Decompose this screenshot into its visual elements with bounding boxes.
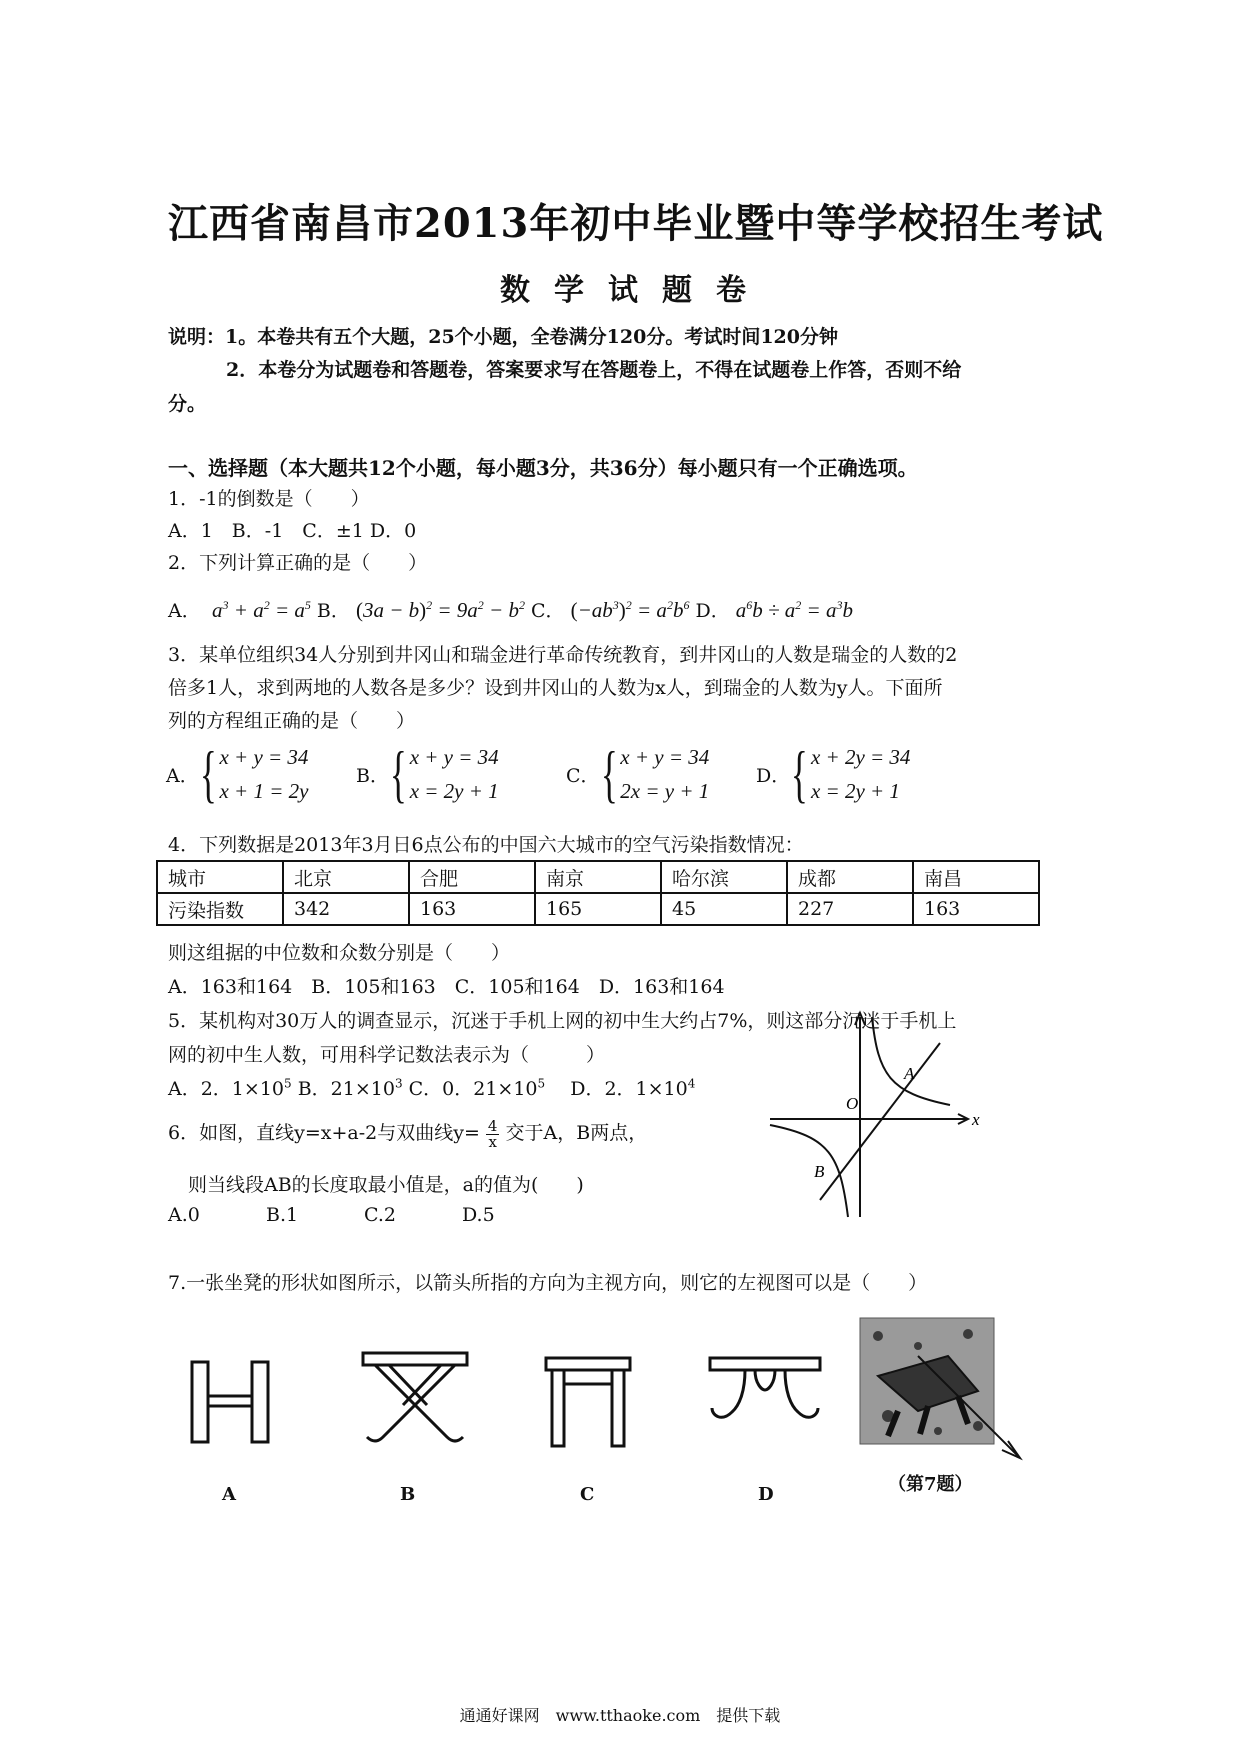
instructions-line-1: 说明：1。本卷共有五个大题，25个小题，全卷满分120分。考试时间120分钟 [168,326,838,348]
stool-view-d [700,1350,830,1470]
brace-icon: { [600,738,618,809]
stem-text: 交于A，B两点， [505,1122,648,1144]
question-2-stem: 2．下列计算正确的是（ ） [168,552,428,574]
table-row [157,861,1039,893]
question-7-stem: 7.一张坐凳的形状如图所示，以箭头所指的方向为主视方向，则它的左视图可以是（ ） [168,1272,928,1294]
point-a-label: A [904,1064,915,1083]
table-cell: 227 [787,893,913,925]
footer-text: 通通好课网 www.tthaoke.com 提供下载 [459,1706,781,1725]
table-cell: 342 [283,893,409,925]
table-cell: 165 [535,893,661,925]
figure-label-d: D [758,1484,774,1505]
option-c-label: C． [531,600,565,622]
question-3-line-3: 列的方程组正确的是（ ） [168,710,416,732]
question-5-options [168,1074,695,1101]
option-label: C． [566,764,600,787]
equation: x + 2y = 34 [810,745,911,769]
table-cell: 北京 [283,861,409,893]
table-cell: 成都 [787,861,913,893]
option-a-formula: $a^3 + a^2 = a^5$ [206,598,311,622]
table-row [157,893,1039,925]
fraction-numerator: 4 [487,1116,498,1135]
table-cell: 163 [913,893,1039,925]
point-b-label: B [814,1162,825,1181]
option-d: D．2．1×10 [551,1078,688,1100]
hyperbola-branch-upper [872,1017,950,1105]
stool-photo [858,1316,1028,1466]
question-6-line-2: 则当线段AB的长度取最小值是，a的值为( ) [188,1174,584,1196]
equation: x = 2y + 1 [810,779,900,803]
question-4-stem: 4．下列数据是2013年3月日6点公布的中国六大城市的空气污染指数情况： [168,834,804,856]
equation: x + y = 34 [219,745,309,769]
exponent: 3 [394,1076,403,1091]
question-3-line-1: 3．某单位组织34人分别到井冈山和瑞金进行革命传统教育，到井冈山的人数是瑞金的人数的2 [168,644,958,666]
instructions-line-2: 2．本卷分为试题卷和答题卷，答案要求写在答题卷上，不得在试题卷上作答，否则不给 [226,359,962,381]
option-a-label: A． [168,600,201,622]
question-6-option-a: A.0 [168,1204,200,1226]
option-label: D． [756,764,791,787]
x-axis-label: x [972,1110,980,1129]
option-c: C．0．21×10 [408,1078,538,1100]
question-6-option-b: B.1 [266,1204,299,1226]
brace-icon: { [199,738,217,809]
instructions-line-3: 分。 [168,393,207,415]
question-3-option-d [756,740,910,808]
exam-subtitle: 数学试题卷 [500,273,770,308]
hyperbola-graph [760,1005,990,1223]
table-cell: 合肥 [409,861,535,893]
option-b-formula: $(3a - b)^2 = 9a^2 - b^2$ [355,598,525,622]
question-6-option-c: C.2 [364,1204,396,1226]
stem-text: 6．如图，直线y=x+a-2与双曲线y= [168,1122,480,1144]
figure-label-a: A [222,1484,236,1505]
equation: x = 2y + 1 [409,779,499,803]
option-label: A． [166,764,199,787]
question-5-line-1: 5．某机构对30万人的调查显示，沉迷于手机上网的初中生大约占7%，则这部分沉迷于手机上 [168,1010,957,1032]
exam-title: 江西省南昌市2013年初中毕业暨中等学校招生考试 [168,200,1104,247]
option-d-formula: $a^6b \div a^2 = a^3b$ [735,598,853,622]
option-c-formula: $(-ab^3)^2 = a^2b^6$ [570,598,690,622]
origin-label: O [846,1094,859,1113]
fraction-denominator: x [488,1132,497,1151]
table-cell: 南昌 [913,861,1039,893]
option-label: B． [356,764,389,787]
figure-caption: （第7题） [888,1474,973,1495]
question-3-option-c [566,740,709,808]
table-cell: 163 [409,893,535,925]
exponent: 5 [284,1076,292,1091]
option-b-label: B． [316,600,350,622]
table-cell: 南京 [535,861,661,893]
table-cell: 哈尔滨 [661,861,787,893]
question-3-line-2: 倍多1人，求到两地的人数各是多少？设到井冈山的人数为x人，到瑞金的人数为y人。下面所 [168,677,943,699]
stool-view-a [180,1350,280,1470]
brace-icon: { [389,738,407,809]
question-3-option-b [356,740,499,808]
question-4-options: A．163和164 B．105和163 C．105和164 D．163和164 [168,976,725,998]
stool-view-c [538,1350,638,1470]
line-ab [820,1043,940,1200]
table-cell: 污染指数 [157,893,283,925]
option-b: B．21×10 [297,1078,395,1100]
option-a: A．2．1×10 [168,1078,284,1100]
equation: x + y = 34 [409,745,499,769]
brace-icon: { [791,738,809,809]
question-4-question: 则这组据的中位数和众数分别是（ ） [168,942,511,964]
question-1-options: A．1 B．-1 C．±1 D．0 [168,520,417,542]
question-1-stem: 1．-1的倒数是（ ） [168,488,370,510]
equation: x + y = 34 [620,745,710,769]
exponent: 4 [687,1076,696,1091]
question-5-line-2: 网的初中生人数，可用科学记数法表示为（ ） [168,1044,606,1066]
figure-label-c: C [580,1484,595,1505]
option-d-label: D． [695,600,730,622]
fraction [486,1116,500,1151]
stool-view-b [355,1345,475,1470]
figure-label-b: B [400,1484,416,1505]
pollution-table [156,860,1040,926]
question-6-stem [168,1118,647,1150]
section-heading: 一、选择题（本大题共12个小题，每小题3分，共36分）每小题只有一个正确选项。 [168,456,918,480]
exponent: 5 [537,1076,546,1091]
table-cell: 城市 [157,861,283,893]
hyperbola-branch-lower [770,1125,848,1217]
equation: 2x = y + 1 [620,779,710,803]
question-6-option-d: D.5 [462,1204,495,1226]
question-2-options [168,596,853,623]
equation: x + 1 = 2y [219,779,309,803]
table-cell: 45 [661,893,787,925]
question-3-option-a [166,740,308,808]
